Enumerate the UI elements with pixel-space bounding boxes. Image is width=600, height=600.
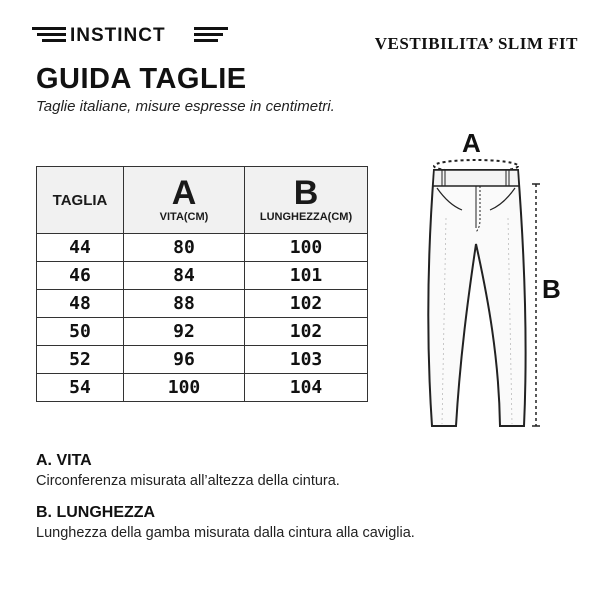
brand-name: INSTINCT (70, 25, 166, 46)
cell-length: 102 (245, 318, 368, 346)
definition-length-title: B. LUNGHEZZA (36, 504, 156, 521)
cell-size: 48 (37, 290, 124, 318)
cell-waist: 96 (124, 346, 245, 374)
header-waist (124, 167, 245, 234)
right-wing-icon (192, 24, 228, 46)
table-row (37, 346, 368, 374)
cell-waist: 80 (124, 234, 245, 262)
pants-outline (428, 170, 525, 426)
cell-size: 44 (37, 234, 124, 262)
cell-size: 52 (37, 346, 124, 374)
table-header-row (37, 167, 368, 234)
table-row (37, 290, 368, 318)
definition-waist-text: Circonferenza misurata all’altezza della cintura. (36, 473, 340, 489)
definition-length-text: Lunghezza della gamba misurata dalla cintura alla caviglia. (36, 525, 415, 541)
cell-length: 101 (245, 262, 368, 290)
left-wing-icon (32, 24, 68, 46)
header-length-label: LUNGHEZZA(CM) (259, 211, 353, 223)
table-row (37, 374, 368, 402)
page-subtitle: Taglie italiane, misure espresse in centimetri. (36, 98, 335, 115)
cell-length: 102 (245, 290, 368, 318)
table-row (37, 262, 368, 290)
cell-length: 100 (245, 234, 368, 262)
cell-length: 104 (245, 374, 368, 402)
page-title: GUIDA TAGLIE (36, 63, 247, 95)
header-waist-label: VITA(CM) (159, 211, 209, 223)
header-length (245, 167, 368, 234)
size-table (36, 166, 368, 402)
diagram-label-a: A (462, 128, 481, 158)
brand-logo (32, 24, 232, 48)
cell-size: 50 (37, 318, 124, 346)
cell-waist: 84 (124, 262, 245, 290)
header-size: TAGLIA (37, 167, 124, 234)
table-row (37, 234, 368, 262)
cell-waist: 88 (124, 290, 245, 318)
cell-size: 54 (37, 374, 124, 402)
definition-waist-title: A. VITA (36, 452, 92, 469)
fit-label: VESTIBILITA’ SLIM FIT (374, 34, 578, 53)
cell-size: 46 (37, 262, 124, 290)
diagram-label-b: B (542, 274, 561, 304)
table-row (37, 318, 368, 346)
header-length-letter: B (293, 174, 319, 212)
cell-length: 103 (245, 346, 368, 374)
header-waist-letter: A (171, 174, 197, 212)
cell-waist: 100 (124, 374, 245, 402)
cell-waist: 92 (124, 318, 245, 346)
